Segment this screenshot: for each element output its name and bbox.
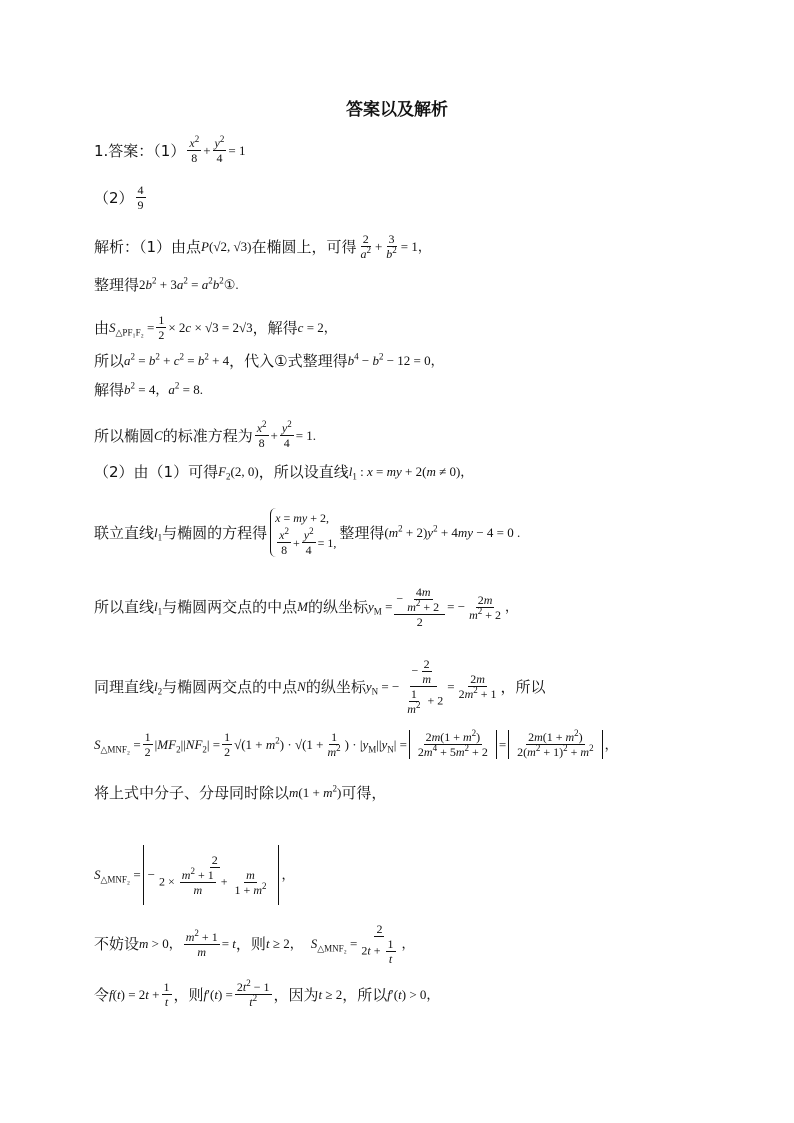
analysis-line-4: 所以 $a^2 = b^2 + c^2 = b^2 + 4$ ，代入①式整理得 $b^4 - b^2 - 12 = 0$， xyxy=(94,351,444,370)
analysis-line-1: 解析：（1）由点 P(√2, √3) 在椭圆上，可得 $\frac{2}{a^2}$ + $\frac{3}{b^2}$ = 1， xyxy=(94,232,431,261)
answer-line-2: （2） $\frac{4}{9}$ xyxy=(94,183,144,212)
analysis-line-9: 所以直线 $l_1$ 与椭圆两交点的中点 M 的纵坐标 $y_M$ = − $\frac{4m}{m^2 + 2}$ 2 = − $\frac{2m}{m^2 + 2}$ ， xyxy=(94,585,519,629)
analysis-line-12: 将上式中分子、分母同时除以 $m(1 + m^2)$ 可得， xyxy=(94,783,387,802)
analysis-line-2: 整理得 $2b^2 + 3a^2$ = $a^2b^2①$. xyxy=(94,275,239,294)
analysis-line-7: （2）由（1）可得 $F_2(2$, 0) ，所以设直线 $l_1$ : x = my + 2(m ≠ 0)， xyxy=(94,463,474,482)
analysis-line-13: $S_{\triangle MNF_2}$ = − 2 2 × $\frac{m^2 + 1}{m}$ + $\frac{m}{1 + m^2}$ ， xyxy=(94,845,295,905)
analysis-line-6: 所以椭圆 C 的标准方程为 $\frac{x^2}{8}$ + $\frac{y^2}{4}$ = 1. xyxy=(94,419,317,450)
page-title: 答案以及解析 xyxy=(346,100,448,120)
analysis-line-11: $S_{\triangle MNF_2}$ = $\frac{1}{2}$ $|MF_2||NF_2|$ = $\frac{1}{2}$ $√(1 + m^2) \cdot √(1$ + $\frac{1}{m^2}$ ) · $|y_M||y_N|$ = $\frac{2m(1 + m^2)}{2m^4 + 5m^2 + 2}$ = $\frac{2m(1 + m^2)}{2(m^2 + 1)^2 + m^2}$ ， xyxy=(94,728,618,759)
analysis-line-3: 由 $S_{\triangle PF_1F_2}$ = $\frac{1}{2}$ × 2c × √3 = 2√3 ，解得 c = 2， xyxy=(94,313,337,342)
analysis-line-10: 同理直线 $l_2$ 与椭圆两交点的中点 N 的纵坐标 $y_N$ = − − $\frac{2}{m}$ $\frac{1}{m^2}$ + 2 = $\frac{2m}{2m^2 + 1}$ ，所以 xyxy=(94,657,546,716)
analysis-line-15: 令 f(t) = 2t + $\frac{1}{t}$ ，则 f′(t) = $\frac{2t^2 - 1}{t^2}$ ，因为 t ≥ 2 ，所以 f′(t) > 0， xyxy=(94,978,440,1009)
answer-line-1: 1.答案：（1） $\frac{x^2}{8}$ + $\frac{y^2}{4}$ = 1 xyxy=(94,134,246,165)
analysis-line-8: 联立直线 $l_1$ 与椭圆的方程得 x = my + 2, $\frac{x^2}{8}$ + $\frac{y^2}{4}$ = 1, 整理得 $(m^2 + 2)y^2 + 4my - 4 = 0$ . xyxy=(94,508,520,557)
analysis-line-14: 不妨设 m > 0， $\frac{m^2 + 1}{m}$ = t ，则 t ≥ 2， $S_{\triangle MNF_2}$ = 2 2t + $\frac{1}{t}$ ， xyxy=(94,922,415,966)
analysis-line-5: 解得 $b^2 = 4$，$a^2 = 8$. xyxy=(94,380,203,399)
